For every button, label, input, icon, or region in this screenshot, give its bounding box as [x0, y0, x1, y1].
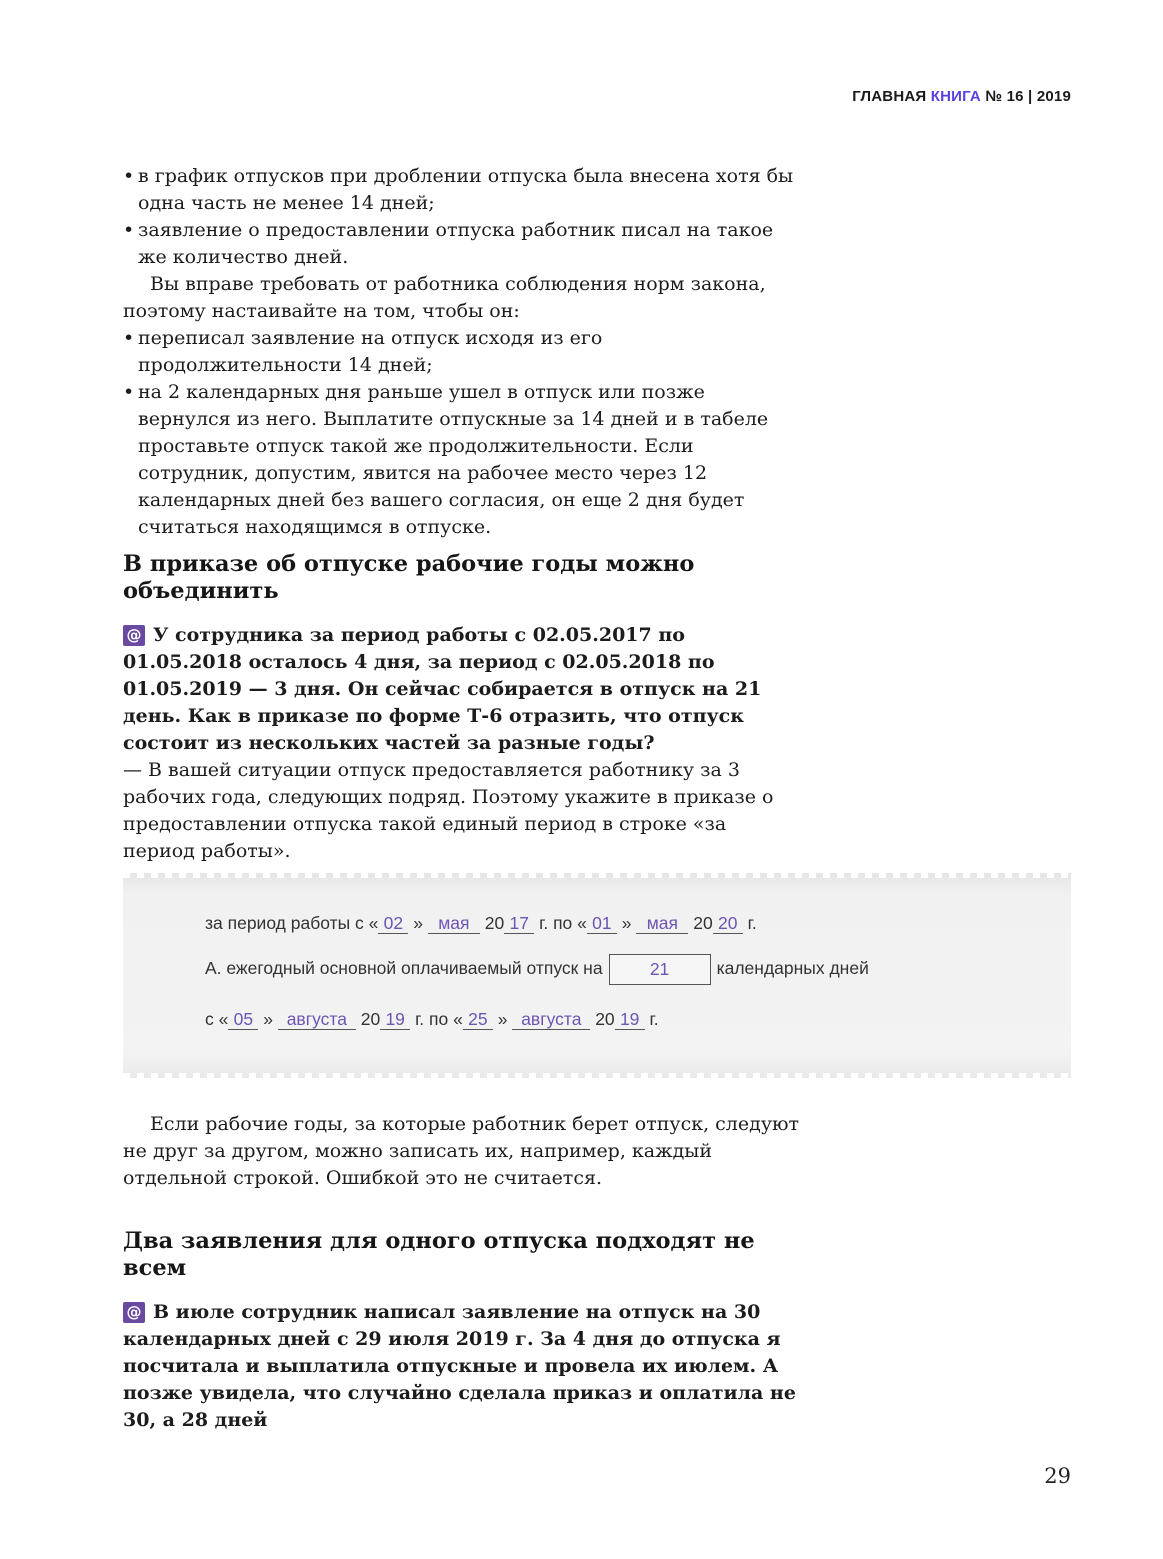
field-year-from: 17: [504, 914, 534, 934]
field-day-from: 02: [378, 914, 408, 934]
brand-main: ГЛАВНАЯ: [852, 88, 927, 105]
list-item: • на 2 календарных дня раньше ушел в отпуск или позже вернулся из него. Выплатите отпускные за 14 дней и в табеле проставьте отпуск такой же продолжительности. Если сотрудник, допустим, явится на рабочее место через 12 календарных дней без вашего согласия, он еще 2 дня будет считаться находящимся в отпуске.: [123, 381, 769, 538]
list-item: • заявление о предоставлении отпуска работник писал на такое же количество дней.: [123, 219, 774, 268]
qa-block: [123, 622, 801, 865]
section-heading: В приказе об отпуске рабочие годы можно объединить: [123, 551, 695, 604]
list-item: • переписал заявление на отпуск исходя из его продолжительности 14 дней;: [123, 327, 603, 376]
paragraph: Вы вправе требовать от работника соблюдения норм закона, поэтому настаивайте на том, чтобы он:: [123, 273, 766, 322]
form-row-period: за период работы с « 02 » мая 20 17 г. по « 01 » мая 20 20 г.: [205, 913, 757, 933]
qa-block-2: [123, 1299, 801, 1434]
email-at-icon: @: [123, 625, 145, 646]
question-text: @ У сотрудника за период работы с 02.05.2017 по 01.05.2018 осталось 4 дня, за период с 02.05.2018 по 01.05.2019 — 3 дня. Он сейчас собирается в отпуск на 21 день. Как в приказе по форме Т-6 отразить, что отпуск состоит из нескольких частей за разные годы?: [123, 624, 762, 754]
field-start-month: августа: [278, 1010, 356, 1030]
paragraph: Если рабочие годы, за которые работник берет отпуск, следуют не друг за другом, можно записать их, например, каждый отдельной строкой. Ошибкой это не считается.: [123, 1113, 800, 1189]
field-start-day: 05: [228, 1010, 258, 1030]
email-at-icon: @: [123, 1302, 145, 1323]
brand-accent: КНИГА: [930, 88, 981, 105]
field-month-from: мая: [428, 914, 480, 934]
section-heading: Два заявления для одного отпуска подходят не всем: [123, 1228, 755, 1281]
answer-text: — В вашей ситуации отпуск предоставляется работнику за 3 рабочих года, следующих подряд. Поэтому укажите в приказе о предоставлении отпуска такой единый период в строке «за период работы».: [123, 759, 774, 862]
field-days-count: 21: [609, 954, 711, 985]
field-end-month: августа: [512, 1010, 590, 1030]
form-row-dates: с « 05 » августа 20 19 г. по « 25 » августа 20 19 г.: [205, 1009, 659, 1029]
form-excerpt: [123, 873, 1071, 1078]
question-text: @ В июле сотрудник написал заявление на отпуск на 30 календарных дней с 29 июля 2019 г. За 4 дня до отпуска я посчитала и выплатила отпускные и провела их июлем. А позже увидела, что случайно сделала приказ и оплатила не 30, а 28 дней: [123, 1301, 796, 1431]
field-start-year: 19: [380, 1010, 410, 1030]
field-end-day: 25: [463, 1010, 493, 1030]
form-row-vacation: А. ежегодный основной оплачиваемый отпуск на 21 календарных дней: [205, 954, 869, 985]
masthead: [852, 88, 1071, 105]
issue-number: № 16 | 2019: [985, 88, 1071, 105]
field-day-to: 01: [587, 914, 617, 934]
intro-block: [123, 163, 801, 541]
field-year-to: 20: [713, 914, 743, 934]
page-number: 29: [1044, 1464, 1071, 1488]
field-month-to: мая: [636, 914, 688, 934]
field-end-year: 19: [615, 1010, 645, 1030]
list-item: • в график отпусков при дроблении отпуска была внесена хотя бы одна часть не менее 14 дней;: [123, 165, 794, 214]
after-form-block: [123, 1111, 801, 1192]
